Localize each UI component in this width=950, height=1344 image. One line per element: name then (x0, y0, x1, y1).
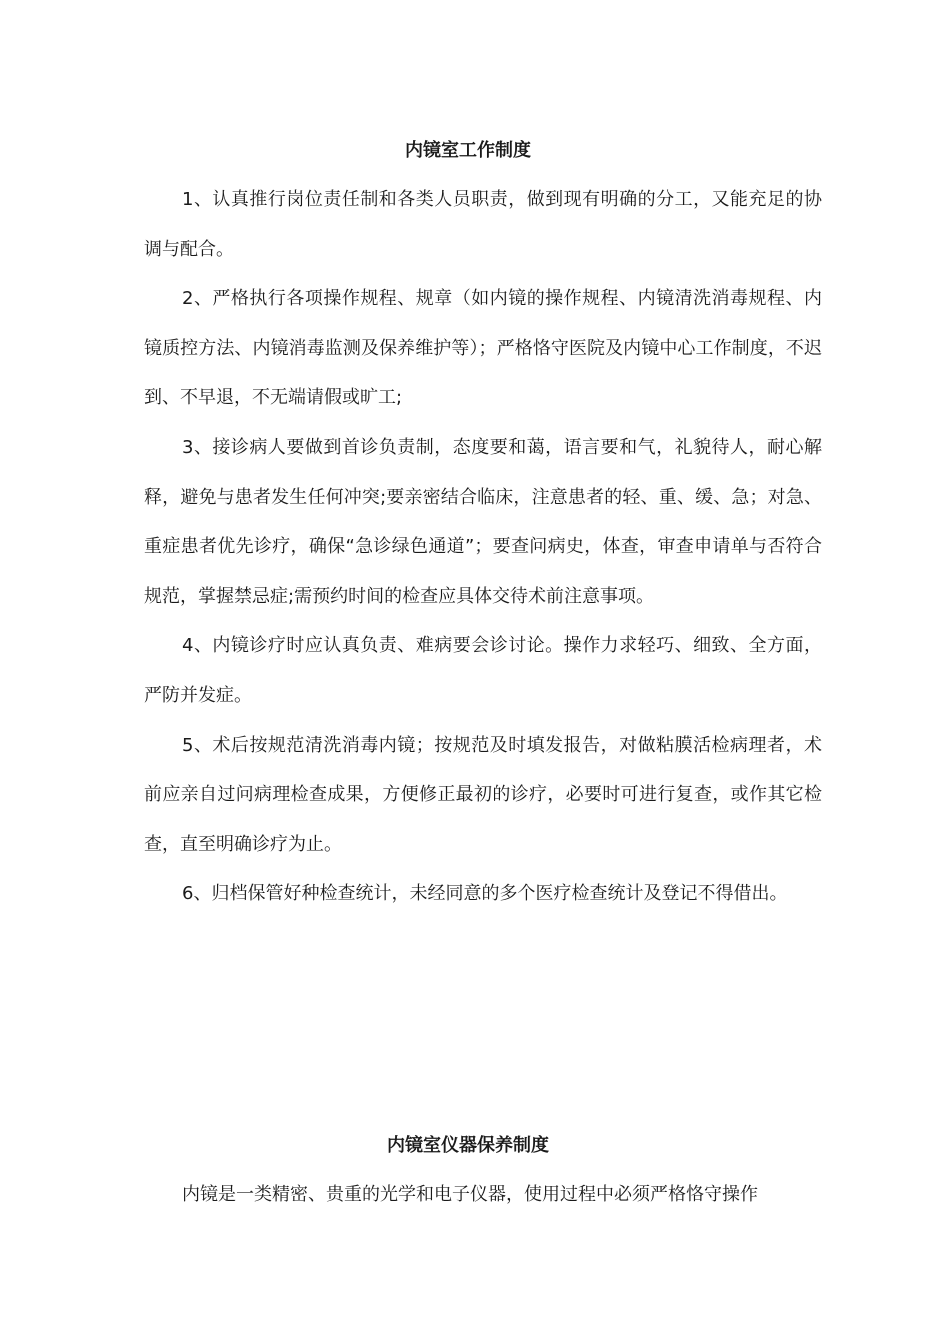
paragraph: 4、内镜诊疗时应认真负责、难病要会诊讨论。操作力求轻巧、细致、全方面，严防并发症。 (144, 635, 822, 706)
paragraph: 3、接诊病人要做到首诊负责制，态度要和蔼，语言要和气，礼貌待人，耐心解释，避免与患者发生任何冲突;要亲密结合临床，注意患者的轻、重、缓、急；对急、重症患者优先诊疗，确保“急诊绿色通道”；要查问病史，体查，审查申请单与否符合规范，掌握禁忌症;需预约时间的检查应具体交待术前注意事项。 (144, 436, 822, 607)
section-title-equipment-maintenance: 内镜室仪器保养制度 (387, 1135, 549, 1156)
paragraph: 2、严格执行各项操作规程、规章（如内镜的操作规程、内镜清洗消毒规程、内镜质控方法、内镜消毒监测及保养维护等）；严格恪守医院及内镜中心工作制度，不迟到、不早退，不无端请假或旷工; (144, 288, 822, 409)
paragraph: 1、认真推行岗位责任制和各类人员职责，做到现有明确的分工，又能充足的协调与配合。 (144, 189, 822, 260)
section-body-work-rules (144, 175, 822, 919)
section-title-work-rules: 内镜室工作制度 (405, 140, 531, 161)
paragraph: 5、术后按规范清洗消毒内镜；按规范及时填发报告，对做粘膜活检病理者，术前应亲自过问病理检查成果，方便修正最初的诊疗，必要时可进行复查，或作其它检查，直至明确诊疗为止。 (144, 734, 822, 855)
paragraph: 内镜是一类精密、贵重的光学和电子仪器，使用过程中必须严格恪守操作 (182, 1184, 758, 1205)
section-body-equipment-maintenance (144, 1170, 822, 1220)
paragraph: 6、归档保管好种检查统计，未经同意的多个医疗检查统计及登记不得借出。 (182, 883, 788, 905)
